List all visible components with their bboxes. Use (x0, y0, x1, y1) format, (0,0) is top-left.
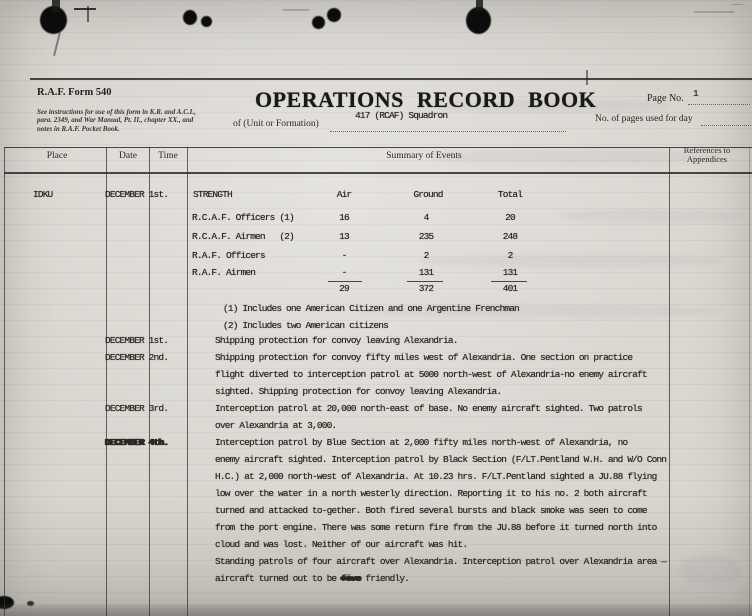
strength-col-total: Total (497, 189, 523, 200)
unit-value: 417 (RCAF) Squadron (355, 110, 448, 121)
strength-row-label: R.A.F. Airmen (192, 267, 256, 278)
strength-total-total: 401 (502, 283, 518, 294)
event-line: Shipping protection for convoy leaving Alexandria. (215, 335, 458, 346)
strength-col-air: Air (336, 189, 352, 200)
strength-total-ground: 372 (418, 283, 434, 294)
strength-row-total: 131 (502, 267, 518, 278)
page-no-label: Page No. (647, 93, 684, 104)
event-line: over Alexandria at 3,000. (215, 420, 337, 431)
pages-used-label: No. of pages used for day (595, 114, 693, 124)
page-title: OPERATIONS RECORD BOOK (255, 87, 597, 112)
event-line: H.C.) at 2,000 north-west of Alexandria. At 10.23 hrs. F/LT.Pentland sighted a JU.88 flying (215, 471, 657, 482)
event-line: flight diverted to interception patrol at 5000 north-west of Alexandria-no enemy aircraft (215, 369, 647, 380)
strength-footnote: (1) Includes one American Citizen and one Argentine Frenchman (223, 303, 519, 314)
event-line: Shipping protection for convoy fifty miles west of Alexandria. One section on practice (215, 352, 633, 363)
event-line: aircraft turned out to be five friendly. (215, 573, 410, 584)
form-instructions-line: See instructions for use of this form in K.R. and A.C.I., (37, 108, 196, 116)
event-date: DECEMBER 2nd. (105, 352, 169, 363)
strength-row-ground: 235 (418, 231, 434, 242)
strength-row-total: 2 (507, 250, 513, 261)
strength-row-ground: 131 (418, 267, 434, 278)
event-date: DECEMBER 1st. (105, 335, 169, 346)
strength-total-air: 29 (339, 283, 349, 294)
strength-row-air: 16 (339, 212, 349, 223)
event-date: DECEMBER 1st. (105, 189, 169, 200)
strength-row-ground: 4 (423, 212, 429, 223)
event-line: enemy aircraft sighted. Interception patrol by Black Section (F/LT.Pentland W.H. and W/O Conn (215, 454, 667, 465)
event-line: low over the water in a north westerly direction. Reporting it to his no. 2 both aircraft (215, 488, 647, 499)
form-instructions-line: para. 2349, and War Manual, Pt. II., chapter XX., and (37, 116, 194, 125)
strength-row-label: R.A.F. Officers (192, 250, 265, 261)
event-line: turned and attacked to-gether. Both fired several bursts and black smoke was seen to come (215, 505, 647, 516)
page-no-value: 1 (693, 88, 698, 99)
form-number: R.A.F. Form 540 (37, 87, 112, 98)
strength-footnote: (2) Includes two American citizens (223, 320, 388, 331)
event-line: Standing patrols of four aircraft over Alexandria. Interception patrol over Alexandria area — (215, 556, 667, 567)
strength-row-total: 20 (505, 212, 515, 223)
strength-row-label: R.C.A.F. Officers (1) (192, 212, 294, 223)
event-line: cloud and was lost. Neither of our aircraft was hit. (215, 539, 468, 550)
strength-title: STRENGTH (193, 189, 232, 200)
col-header-date: Date (119, 151, 137, 161)
event-line: Interception patrol by Blue Section at 2,000 fifty miles north-west of Alexandria, no (215, 437, 628, 448)
event-line: from the port engine. There was some return fire from the JU.88 before it turned north into (215, 522, 657, 533)
strength-row-air: - (341, 267, 347, 278)
strength-col-ground: Ground (413, 189, 443, 200)
bottom-scan-band (0, 604, 752, 616)
strength-row-label: R.C.A.F. Airmen (2) (192, 231, 294, 242)
event-line: sighted. Shipping protection for convoy leaving Alexandria. (215, 386, 502, 397)
col-header-time: Time (158, 151, 178, 161)
col-header-references: References to Appendices (683, 145, 731, 164)
strength-row-total: 248 (502, 231, 518, 242)
place-value: IDKU (33, 189, 53, 200)
strength-row-air: - (341, 250, 347, 261)
strength-row-ground: 2 (423, 250, 429, 261)
strength-row-air: 13 (339, 231, 349, 242)
form-instructions-line: notes in R.A.F. Pocket Book. (37, 124, 120, 133)
event-line: Interception patrol at 20,000 north-east of base. No enemy aircraft sighted. Two patrols (215, 403, 642, 414)
col-header-summary: Summary of Events (386, 151, 462, 161)
unit-label: of (Unit or Formation) (233, 119, 319, 129)
event-date: DECEMBER 3rd. (105, 403, 169, 414)
col-header-place: Place (46, 151, 68, 161)
event-date: DECEMBER 4th. (105, 437, 169, 448)
